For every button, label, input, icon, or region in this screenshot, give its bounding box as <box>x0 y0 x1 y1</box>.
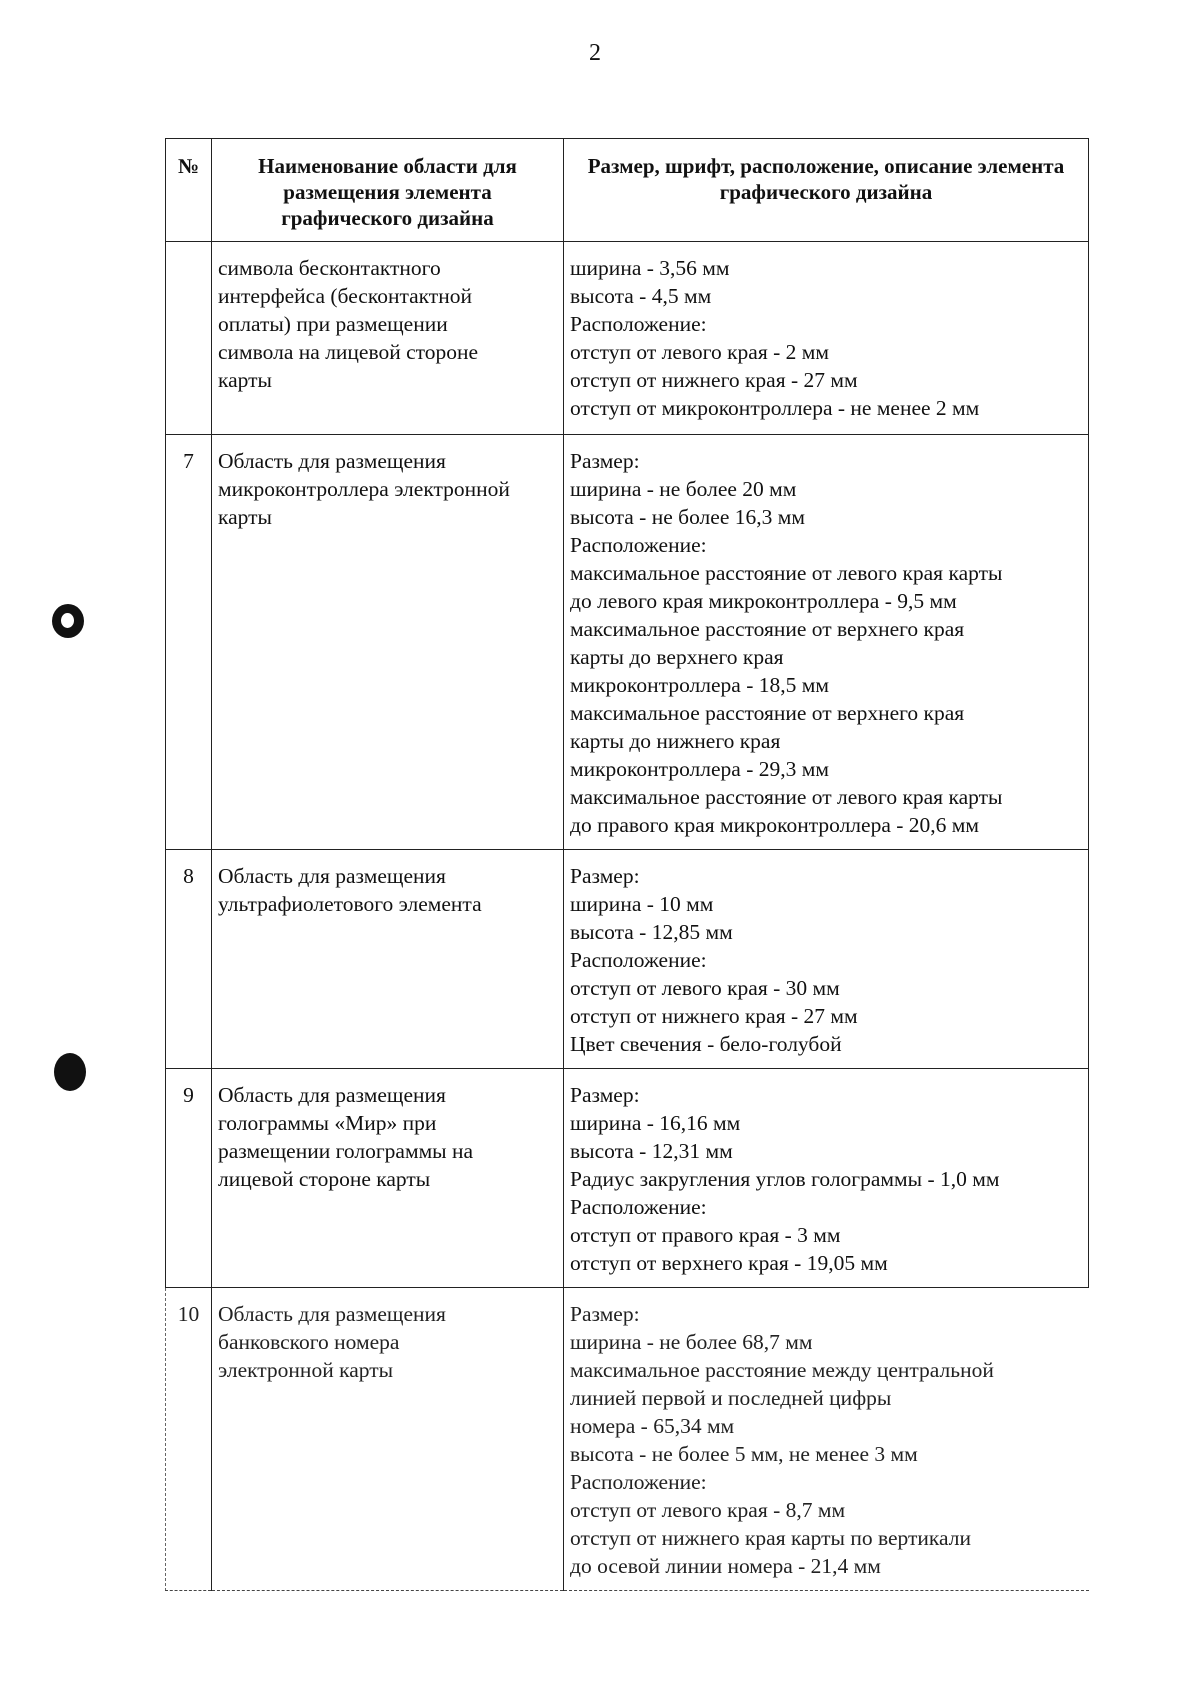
table-row <box>166 1069 1089 1288</box>
area-name-line: микроконтроллера электронной <box>218 477 510 501</box>
description-line: высота - 12,85 мм <box>570 920 733 944</box>
table-row <box>166 1288 1089 1591</box>
page-number: 2 <box>589 40 601 66</box>
area-name-line: ультрафиолетового элемента <box>218 892 482 916</box>
description-cell <box>564 435 1089 850</box>
area-name-cell <box>212 242 564 435</box>
description-line: высота - 12,31 мм <box>570 1139 733 1163</box>
area-name-cell <box>212 850 564 1069</box>
description-line: высота - не более 16,3 мм <box>570 505 805 529</box>
description-line: ширина - не более 20 мм <box>570 477 797 501</box>
area-name-line: Область для размещения <box>218 1302 446 1326</box>
row-number: 7 <box>166 435 212 850</box>
description-line: высота - 4,5 мм <box>570 284 712 308</box>
description-line: отступ от левого края - 2 мм <box>570 340 829 364</box>
description-line: ширина - 16,16 мм <box>570 1111 741 1135</box>
description-line: Расположение: <box>570 533 707 557</box>
table-row <box>166 435 1089 850</box>
description-line: карты до нижнего края <box>570 729 781 753</box>
area-name-line: оплаты) при размещении <box>218 312 448 336</box>
description-line: ширина - 3,56 мм <box>570 256 730 280</box>
description-line: Радиус закругления углов голограммы - 1,0 мм <box>570 1167 1000 1191</box>
table-row <box>166 242 1089 435</box>
punch-hole-mark <box>54 1053 86 1091</box>
area-name-cell <box>212 1288 564 1591</box>
area-name-line: лицевой стороне карты <box>218 1167 431 1191</box>
description-line: отступ от правого края - 3 мм <box>570 1223 841 1247</box>
description-line: до правого края микроконтроллера - 20,6 мм <box>570 813 979 837</box>
description-line: Размер: <box>570 449 640 473</box>
row-number: 9 <box>166 1069 212 1288</box>
row-number <box>166 242 212 435</box>
area-name-line: Область для размещения <box>218 864 446 888</box>
area-name-line: Область для размещения <box>218 1083 446 1107</box>
area-name-line: карты <box>218 368 272 392</box>
punch-hole-mark <box>52 604 84 638</box>
description-line: Расположение: <box>570 1195 707 1219</box>
area-name-cell <box>212 1069 564 1288</box>
description-line: максимальное расстояние от левого края карты <box>570 561 1003 585</box>
description-line: Размер: <box>570 864 640 888</box>
description-cell <box>564 850 1089 1069</box>
description-line: номера - 65,34 мм <box>570 1414 735 1438</box>
description-line: до осевой линии номера - 21,4 мм <box>570 1554 881 1578</box>
table-row <box>166 850 1089 1069</box>
description-line: отступ от нижнего края карты по вертикали <box>570 1526 971 1550</box>
description-line: ширина - 10 мм <box>570 892 714 916</box>
description-line: Расположение: <box>570 312 707 336</box>
table-header-row <box>166 139 1089 242</box>
area-name-line: голограммы «Мир» при <box>218 1111 437 1135</box>
description-cell <box>564 1069 1089 1288</box>
description-line: Размер: <box>570 1083 640 1107</box>
area-name-line: электронной карты <box>218 1358 394 1382</box>
description-line: линией первой и последней цифры <box>570 1386 892 1410</box>
description-cell <box>564 1288 1089 1591</box>
description-line: ширина - не более 68,7 мм <box>570 1330 813 1354</box>
description-line: максимальное расстояние от верхнего края <box>570 701 965 725</box>
design-elements-table <box>165 138 1089 1591</box>
area-name-line: Область для размещения <box>218 449 446 473</box>
area-name-line: интерфейса (бесконтактной <box>218 284 472 308</box>
header-area: Наименование области для размещения элемента графического дизайна <box>212 139 564 242</box>
area-name-line: символа бесконтактного <box>218 256 441 280</box>
area-name-line: карты <box>218 505 272 529</box>
description-line: максимальное расстояние между центральной <box>570 1358 994 1382</box>
description-line: Цвет свечения - бело-голубой <box>570 1032 842 1056</box>
area-name-cell <box>212 435 564 850</box>
description-line: отступ от нижнего края - 27 мм <box>570 368 858 392</box>
description-line: отступ от верхнего края - 19,05 мм <box>570 1251 888 1275</box>
description-line: до левого края микроконтроллера - 9,5 мм <box>570 589 957 613</box>
header-desc: Размер, шрифт, расположение, описание элемента графического дизайна <box>564 139 1089 242</box>
description-line: максимальное расстояние от верхнего края <box>570 617 965 641</box>
area-name-line: банковского номера <box>218 1330 400 1354</box>
row-number: 8 <box>166 850 212 1069</box>
description-line: карты до верхнего края <box>570 645 784 669</box>
description-line: отступ от левого края - 8,7 мм <box>570 1498 846 1522</box>
description-line: отступ от микроконтроллера - не менее 2 мм <box>570 396 980 420</box>
description-line: отступ от левого края - 30 мм <box>570 976 840 1000</box>
header-num: № <box>166 139 212 242</box>
description-line: высота - не более 5 мм, не менее 3 мм <box>570 1442 918 1466</box>
description-line: микроконтроллера - 29,3 мм <box>570 757 829 781</box>
description-line: Расположение: <box>570 1470 707 1494</box>
area-name-line: символа на лицевой стороне <box>218 340 479 364</box>
description-line: максимальное расстояние от левого края карты <box>570 785 1003 809</box>
area-name-line: размещении голограммы на <box>218 1139 474 1163</box>
row-number: 10 <box>166 1288 212 1591</box>
description-line: Расположение: <box>570 948 707 972</box>
description-cell <box>564 242 1089 435</box>
description-line: микроконтроллера - 18,5 мм <box>570 673 829 697</box>
description-line: отступ от нижнего края - 27 мм <box>570 1004 858 1028</box>
description-line: Размер: <box>570 1302 640 1326</box>
